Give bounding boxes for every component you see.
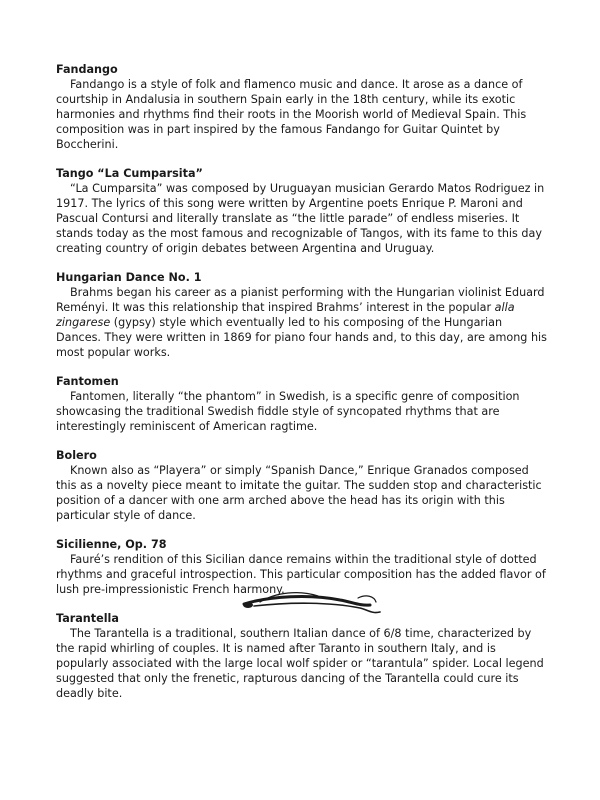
section-hungarian-dance	[56, 270, 548, 360]
section-tango	[56, 166, 548, 256]
section-body: Fandango is a style of folk and flamenco music and dance. It arose as a dance of courtship in Andalusia in southern Spain early in the 18th century, while its exotic harmonies and rhythms find their roots in the Moorish world of Medieval Spain. This composition was in part inspired by the famous Fandango for Guitar Quintet by Boccherini.	[56, 78, 527, 151]
section-title: Sicilienne, Op. 78	[56, 538, 167, 551]
section-title: Tango “La Cumparsita”	[56, 167, 203, 180]
section-body: Known also as “Playera” or simply “Spanish Dance,” Enrique Granados composed this as a novelty piece meant to imitate the guitar. The sudden stop and characteristic position of a dancer with one arm arched above the head has its origin with this particular style of dance.	[56, 464, 542, 522]
section-title: Fandango	[56, 63, 118, 76]
section-title: Bolero	[56, 449, 97, 462]
section-title: Hungarian Dance No. 1	[56, 271, 202, 284]
section-body: Fantomen, literally “the phantom” in Swedish, is a specific genre of composition showcasing the traditional Swedish fiddle style of syncopated rhythms that are interestingly reminiscent of American ragtime.	[56, 390, 520, 433]
section-tarantella	[56, 611, 548, 701]
body-italic-text: alla zingarese	[56, 301, 515, 329]
section-fantomen	[56, 374, 548, 434]
section-body: The Tarantella is a traditional, southern Italian dance of 6/8 time, characterized by the rapid whirling of couples. It is named after Taranto in southern Italy, and is popularly associated with the large local wolf spider or “tarantula” spider. Local legend suggested that only the frenetic, rapturous dancing of the Tarantella could cure its deadly bite.	[56, 627, 544, 700]
section-body: Fauré’s rendition of this Sicilian dance remains within the traditional style of dotted rhythms and graceful introspection. This particular composition has the added flavor of lush pre-impressionistic French harmony.	[56, 553, 546, 596]
section-body: “La Cumparsita” was composed by Uruguayan musician Gerardo Matos Rodriguez in 1917. The lyrics of this song were written by Argentine poets Enrique P. Maroni and Pascual Contursi and literally translate as “the little parade” of endless miseries. It stands today as the most famous and recognizable of Tangos, with its fame to this day creating country of origin debates between Argentina and Uruguay.	[56, 182, 545, 255]
body-text: Brahms began his career as a pianist performing with the Hungarian violinist Eduard Reményi. It was this relationship that inspired Brahms’ interest in the popular	[56, 286, 545, 314]
section-title: Tarantella	[56, 612, 119, 625]
section-title: Fantomen	[56, 375, 119, 388]
body-text: (gypsy) style which eventually led to his composing of the Hungarian Dances. They were written in 1869 for piano four hands and, to this day, are among his most popular works.	[56, 316, 547, 359]
flourish-ornament-icon	[240, 588, 390, 620]
section-bolero	[56, 448, 548, 523]
section-body	[56, 285, 548, 360]
section-fandango	[56, 62, 548, 152]
